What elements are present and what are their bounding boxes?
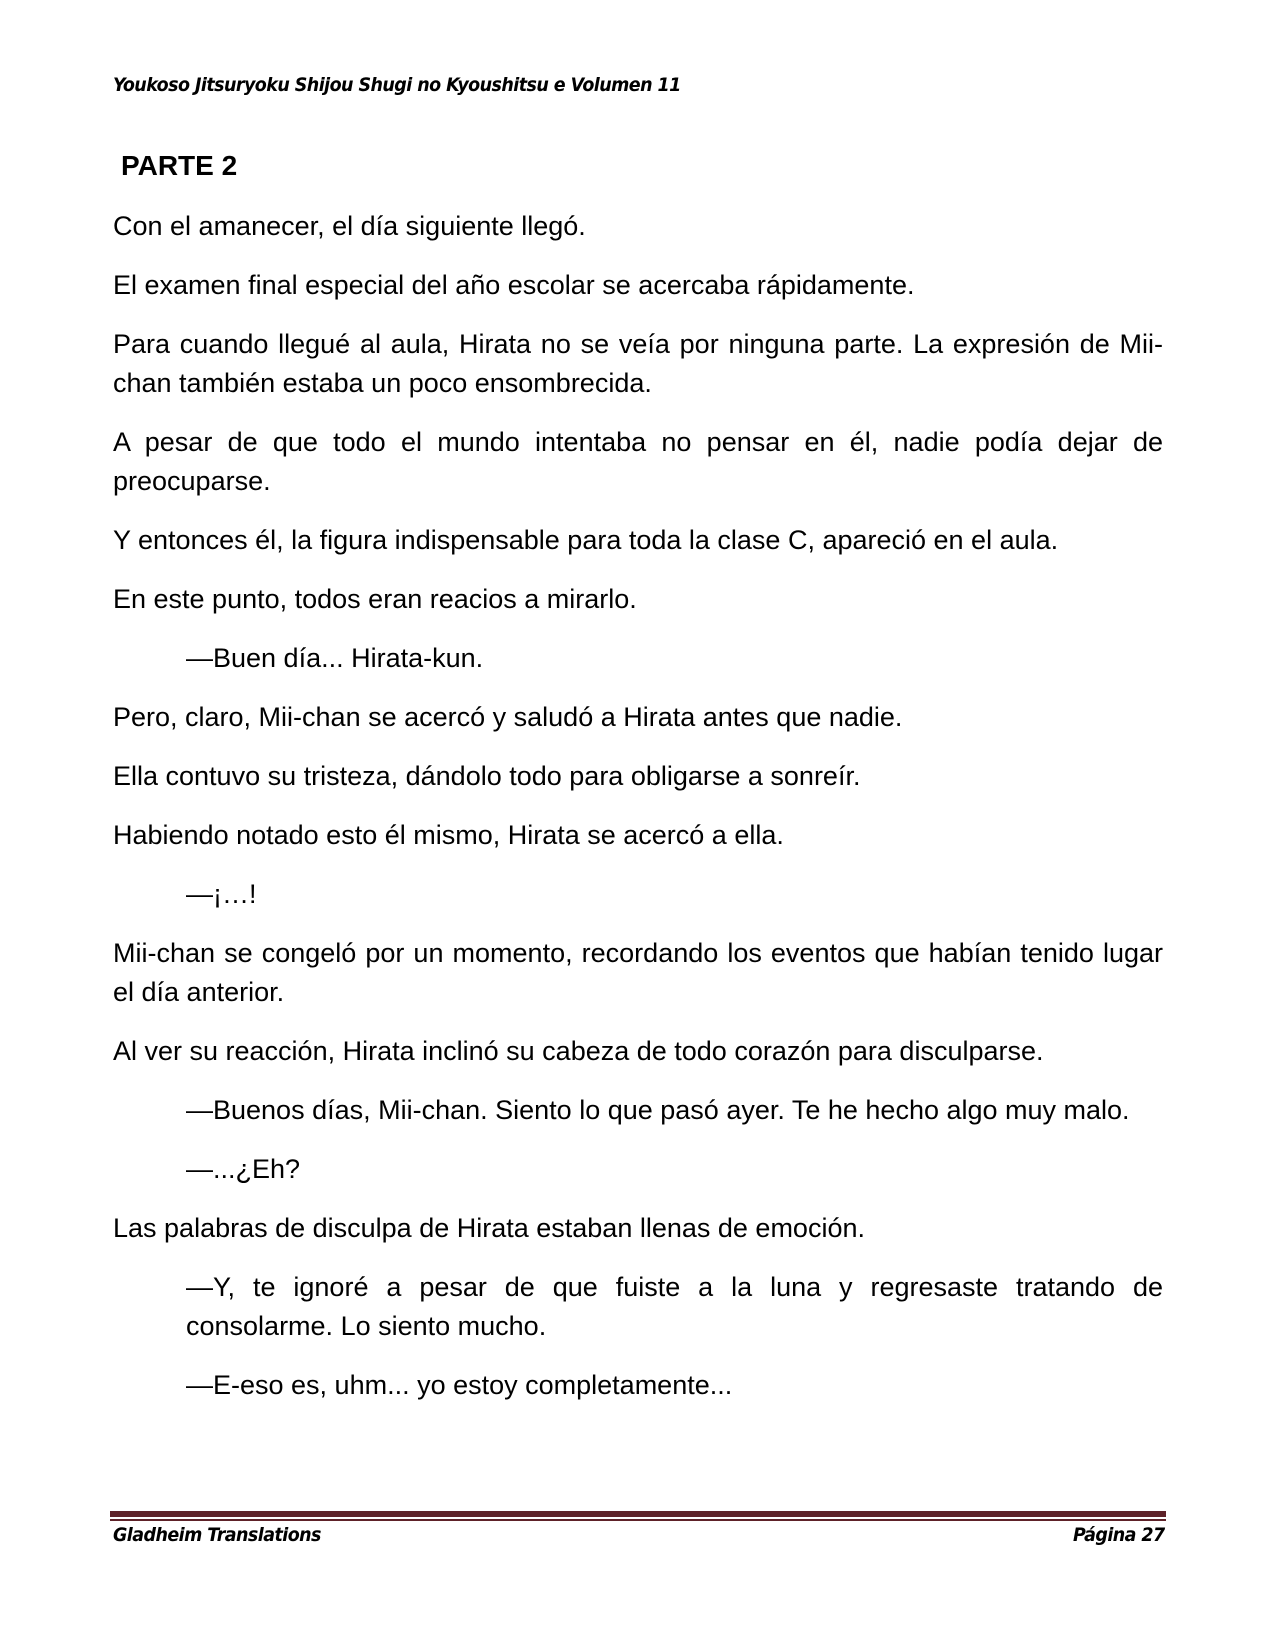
paragraph: El examen final especial del año escolar se acercaba rápidamente. [113, 270, 915, 300]
paragraph: Pero, claro, Mii-chan se acercó y saludó a Hirata antes que nadie. [113, 702, 903, 732]
running-header: Youkoso Jitsuryoku Shijou Shugi no Kyoushitsu e Volumen 11 [113, 74, 681, 96]
paragraph: Las palabras de disculpa de Hirata estaban llenas de emoción. [113, 1213, 865, 1243]
dialogue-line: —Y, te ignoré a pesar de que fuiste a la luna y regresaste tratando de consolarme. Lo siento mucho. [186, 1272, 1163, 1341]
dialogue-line: —¡…! [186, 879, 257, 909]
footer-rule-thin [110, 1519, 1166, 1521]
paragraph: Ella contuvo su tristeza, dándolo todo para obligarse a sonreír. [113, 761, 861, 791]
paragraph: Con el amanecer, el día siguiente llegó. [113, 211, 586, 241]
footer-publisher: Gladheim Translations [113, 1524, 321, 1546]
paragraph: Para cuando llegué al aula, Hirata no se veía por ninguna parte. La expresión de Mii-chan también estaba un poco ensombrecida. [113, 329, 1163, 398]
paragraph: A pesar de que todo el mundo intentaba no pensar en él, nadie podía dejar de preocuparse. [113, 427, 1163, 496]
dialogue-line: —Buenos días, Mii-chan. Siento lo que pasó ayer. Te he hecho algo muy malo. [186, 1095, 1130, 1125]
page-number: Página 27 [1073, 1524, 1165, 1546]
dialogue-line: —Buen día... Hirata-kun. [186, 643, 484, 673]
paragraph: Habiendo notado esto él mismo, Hirata se acercó a ella. [113, 820, 784, 850]
dialogue-line: —E-eso es, uhm... yo estoy completamente... [186, 1370, 733, 1400]
paragraph: Mii-chan se congeló por un momento, recordando los eventos que habían tenido lugar el día anterior. [113, 938, 1163, 1007]
paragraph: En este punto, todos eran reacios a mirarlo. [113, 584, 637, 614]
body-text [113, 207, 1163, 1425]
paragraph: Y entonces él, la figura indispensable para toda la clase C, apareció en el aula. [113, 525, 1059, 555]
paragraph: Al ver su reacción, Hirata inclinó su cabeza de todo corazón para disculparse. [113, 1036, 1044, 1066]
footer-rule [110, 1511, 1166, 1517]
section-title: PARTE 2 [121, 150, 238, 181]
dialogue-line: —...¿Eh? [186, 1154, 301, 1184]
